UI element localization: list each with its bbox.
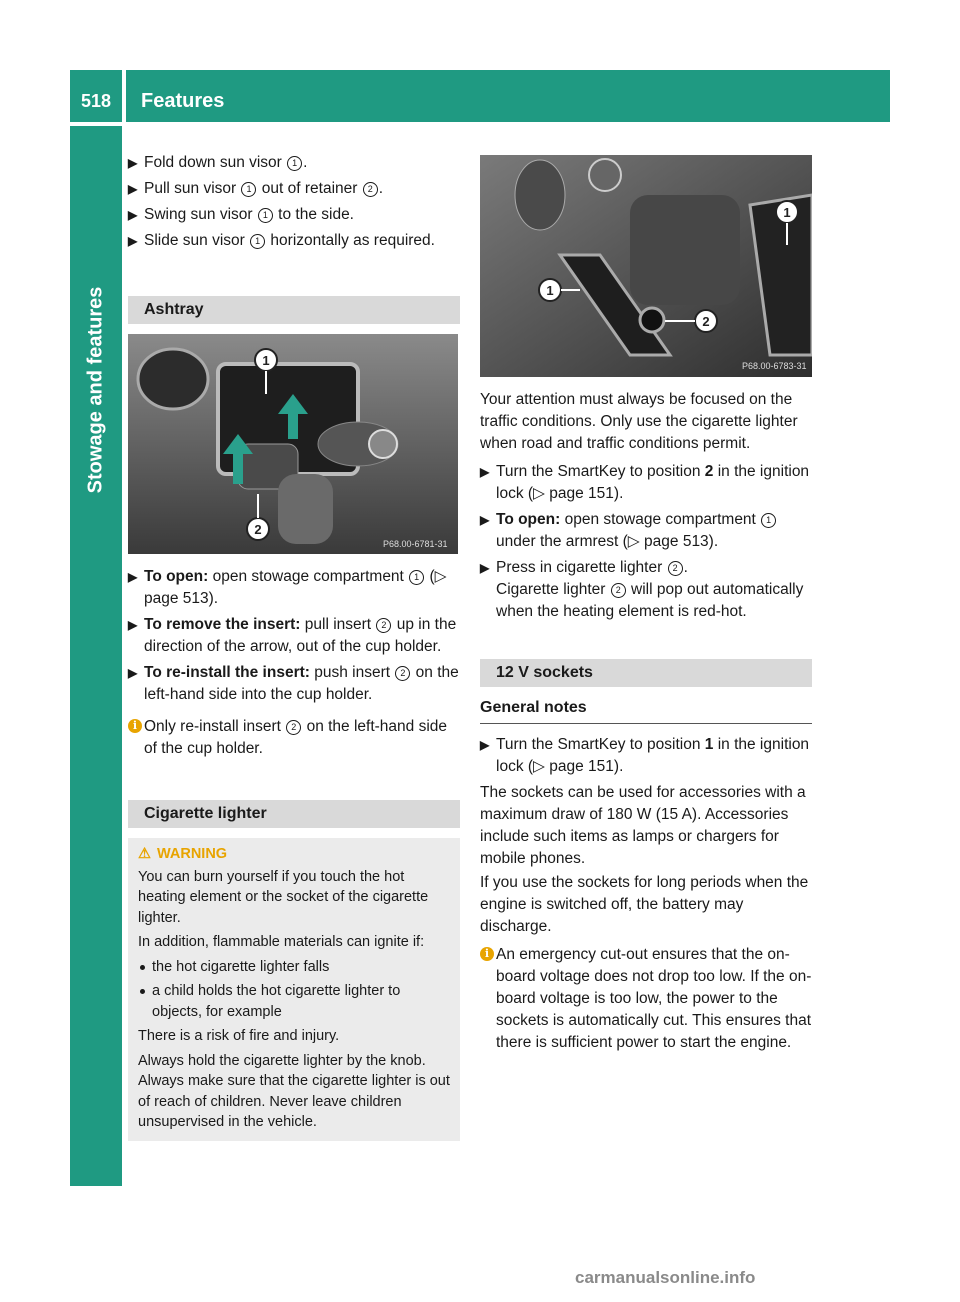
arrow-bullet-icon: ▶ bbox=[128, 666, 138, 680]
svg-text:1: 1 bbox=[262, 353, 270, 368]
info-icon: i bbox=[128, 719, 142, 733]
body-text: The sockets can be used for accessories with a maximum draw of 180 W (15 A). Accessories include such items as lamps or chargers for mobile phones. bbox=[480, 784, 806, 867]
intro-text: Your attention must always be focused on the traffic conditions. Only use the cigarette lighter when road and traffic conditions permit. bbox=[480, 391, 798, 452]
ashtray-note: i Only re-install insert 2 on the left-hand side of the cup holder. bbox=[128, 716, 460, 760]
arrow-bullet-icon: ▶ bbox=[128, 570, 138, 584]
general-notes-heading: General notes bbox=[480, 697, 812, 724]
visor-step: ▶ Swing sun visor 1 to the side. bbox=[128, 204, 460, 226]
body-text: If you use the sockets for long periods when the engine is switched off, the battery may discharge. bbox=[480, 874, 809, 935]
page-number: 518 bbox=[70, 70, 122, 122]
svg-text:1: 1 bbox=[546, 283, 554, 298]
visor-step: ▶ Pull sun visor 1 out of retainer 2 . bbox=[128, 178, 460, 200]
ashtray-step: ▶ To open: open stowage compartment 1 (▷ page 513). bbox=[128, 568, 447, 607]
warning-box bbox=[128, 838, 460, 1141]
visor-step: ▶ Fold down sun visor 1 . bbox=[128, 152, 460, 174]
lighter-step: ▶ Press in cigarette lighter 2 . Cigarette lighter 2 will pop out automatically when the heating element is red-hot. bbox=[480, 559, 804, 620]
socket-step: ▶ Turn the SmartKey to position 1 in the ignition lock (▷ page 151). bbox=[480, 736, 810, 775]
arrow-bullet-icon: ▶ bbox=[480, 465, 490, 479]
info-icon: i bbox=[480, 947, 494, 961]
watermark: carmanualsonline.info bbox=[575, 1268, 756, 1287]
lighter-figure-code: P68.00-6783-31 bbox=[742, 361, 807, 371]
warning-title: WARNING bbox=[157, 846, 228, 862]
arrow-bullet-icon: ▶ bbox=[128, 182, 138, 196]
svg-text:2: 2 bbox=[702, 314, 710, 329]
warning-text: Always hold the cigarette lighter by the knob. Always make sure that the cigarette lighter is out of reach of children. Never leave children unsupervised in the vehicle. bbox=[138, 1052, 450, 1130]
arrow-bullet-icon: ▶ bbox=[480, 738, 490, 752]
right-column bbox=[480, 155, 812, 1054]
ashtray-step: ▶ To remove the insert: pull insert 2 up in the direction of the arrow, out of the cup holder. bbox=[128, 616, 457, 655]
svg-text:1: 1 bbox=[783, 205, 791, 220]
sockets-note: i An emergency cut-out ensures that the on-board voltage does not drop too low. If the on-board voltage is too low, the power to the sockets is automatically cut. This ensures that there is sufficient power to start the engine. bbox=[480, 944, 812, 1054]
ashtray-figure bbox=[128, 334, 458, 554]
left-column bbox=[128, 152, 460, 1141]
ashtray-step: ▶ To re-install the insert: push insert 2 on the left-hand side into the cup holder. bbox=[128, 664, 459, 703]
arrow-bullet-icon: ▶ bbox=[128, 208, 138, 222]
page-title: Features bbox=[126, 70, 890, 122]
lighter-step: ▶ Turn the SmartKey to position 2 in the ignition lock (▷ page 151). bbox=[480, 463, 810, 502]
warning-triangle-icon: ⚠ bbox=[138, 846, 151, 862]
lighter-step: ▶ To open: open stowage compartment 1 under the armrest (▷ page 513). bbox=[480, 509, 812, 553]
lighter-figure bbox=[480, 155, 812, 377]
svg-text:2: 2 bbox=[254, 522, 262, 537]
ashtray-figure-code: P68.00-6781-31 bbox=[383, 539, 448, 549]
side-tab bbox=[70, 126, 122, 1186]
arrow-bullet-icon: ▶ bbox=[128, 618, 138, 632]
cigarette-lighter-heading: Cigarette lighter bbox=[128, 800, 460, 828]
warning-text: In addition, flammable materials can ignite if: bbox=[138, 934, 425, 950]
warning-text: There is a risk of fire and injury. bbox=[138, 1028, 340, 1044]
arrow-bullet-icon: ▶ bbox=[128, 156, 138, 170]
visor-step: ▶ Slide sun visor 1 horizontally as required. bbox=[128, 230, 460, 252]
arrow-bullet-icon: ▶ bbox=[128, 234, 138, 248]
warning-bullet: the hot cigarette lighter falls bbox=[138, 957, 450, 978]
warning-text: You can burn yourself if you touch the hot heating element or the socket of the cigarette lighter. bbox=[138, 868, 429, 926]
warning-bullet: a child holds the hot cigarette lighter to objects, for example bbox=[138, 981, 450, 1022]
ashtray-heading: Ashtray bbox=[128, 296, 460, 324]
sockets-heading: 12 V sockets bbox=[480, 659, 812, 687]
arrow-bullet-icon: ▶ bbox=[480, 561, 490, 575]
side-tab-label: Stowage and features bbox=[84, 286, 107, 494]
arrow-bullet-icon: ▶ bbox=[480, 513, 490, 527]
